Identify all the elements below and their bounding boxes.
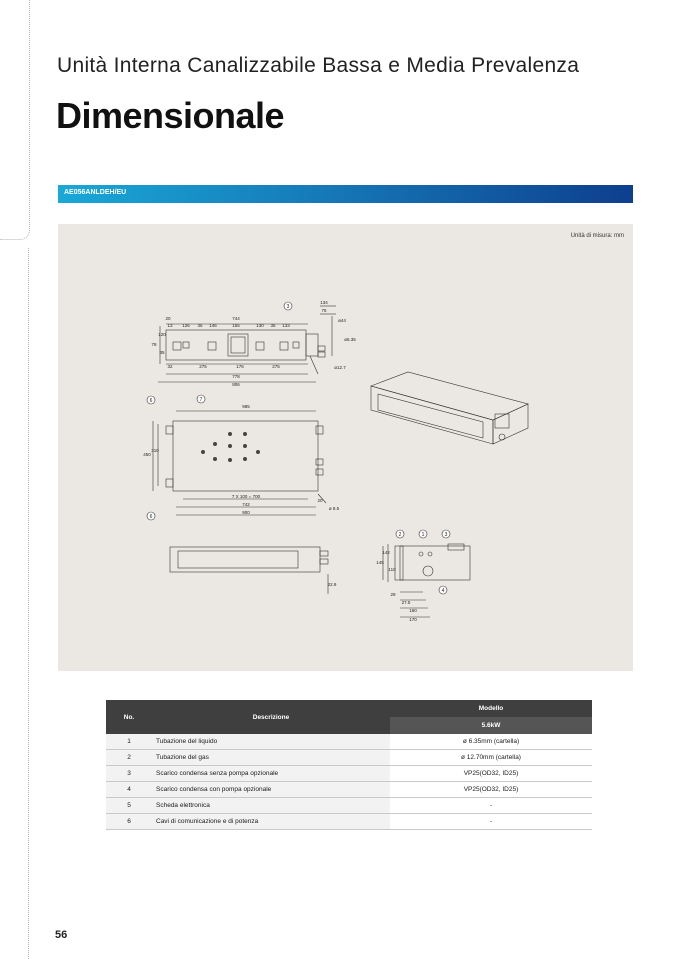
callout-3: 3 [286, 304, 290, 310]
front-view-holes [201, 432, 260, 462]
dim-label: 35 [270, 323, 276, 328]
callouts [147, 302, 450, 594]
table-row: 6 Cavi di comunicazione e di potenza - [106, 814, 592, 830]
dim-label: 275 [199, 364, 207, 369]
dim-label: 146 [209, 323, 217, 328]
dim-label: 110 [388, 567, 396, 572]
dim-label: 900 [242, 510, 250, 515]
dim-label: 20 [317, 498, 323, 503]
model-band [58, 185, 633, 203]
dim-label: 27.5 [401, 600, 411, 605]
page-title: Dimensionale [56, 95, 285, 136]
col-no: No. [106, 700, 152, 734]
dim-label: 126 [182, 323, 190, 328]
unit-note: Unità di misura: mm [570, 233, 624, 239]
dim-label: 22.9 [327, 582, 337, 587]
dim-label: 778 [232, 374, 240, 379]
callout-7: 7 [199, 397, 203, 403]
dim-label: 133 [282, 323, 290, 328]
dimension-drawing [58, 224, 633, 671]
col-model: Modello [390, 700, 592, 717]
dim-label: ø44 [338, 318, 346, 323]
dim-label: 170 [409, 617, 417, 622]
side-view [383, 544, 470, 617]
dim-label: 76 [321, 308, 327, 313]
dim-label: 985 [242, 404, 250, 409]
callout-2: 2 [398, 532, 402, 538]
dim-label: 142 [382, 550, 390, 555]
dim-label: 13 [167, 323, 173, 328]
dim-label: 310 [151, 448, 159, 453]
dim-label: 20 [165, 316, 171, 321]
callout-3b: 3 [444, 532, 448, 538]
dim-label: 120 [158, 332, 166, 337]
top-view [158, 306, 336, 382]
model-label: AE056ANLDEH/EU [64, 189, 127, 196]
col-description: Descrizione [152, 700, 390, 734]
dim-label: 806 [232, 382, 240, 387]
col-capacity: 5.6kW [390, 717, 592, 734]
dim-label: ø12.7 [334, 365, 346, 370]
table-row: 2 Tubazione del gas ø 12.70mm (cartella) [106, 750, 592, 766]
dim-label: 35 [159, 350, 165, 355]
dim-label: 450 [143, 452, 151, 457]
dim-label: 29 [390, 592, 396, 597]
dim-label: 145 [376, 560, 384, 565]
isometric-view [371, 372, 528, 444]
callout-6: 6 [149, 398, 153, 404]
table-row: 1 Tubazione del liquido ø 6.35mm (cartella) [106, 734, 592, 750]
dim-label: 160 [409, 608, 417, 613]
front-view [153, 411, 326, 515]
dim-label: 130 [256, 323, 264, 328]
dim-label: ø6.35 [344, 337, 356, 342]
dim-label: 7 X 100 = 700 [231, 494, 261, 499]
table-row: 4 Scarico condensa con pompa opzionale VP25(OD32, ID25) [106, 782, 592, 798]
page-number: 56 [55, 929, 68, 941]
dim-label: 155 [232, 323, 240, 328]
dim-label: 176 [236, 364, 244, 369]
table-row: 5 Scheda elettronica - [106, 798, 592, 814]
callout-4: 4 [441, 588, 445, 594]
dim-label: 742 [242, 502, 250, 507]
bottom-view [170, 547, 328, 594]
page-subtitle: Unità Interna Canalizzabile Bassa e Media Prevalenza [57, 54, 580, 77]
spec-table [106, 700, 592, 830]
dim-label: 78 [151, 342, 157, 347]
dim-label: 744 [232, 316, 240, 321]
dim-label: 275 [272, 364, 280, 369]
callout-1: 1 [421, 532, 425, 538]
table-row: 3 Scarico condensa senza pompa opzionale VP25(OD32, ID25) [106, 766, 592, 782]
dim-label: ø 8.5 [328, 506, 340, 511]
page-edge-decoration [0, 0, 30, 959]
dim-label: 32 [167, 364, 173, 369]
callout-6b: 6 [149, 514, 153, 520]
dim-label: 35 [197, 323, 203, 328]
dim-label: 134 [320, 300, 328, 305]
